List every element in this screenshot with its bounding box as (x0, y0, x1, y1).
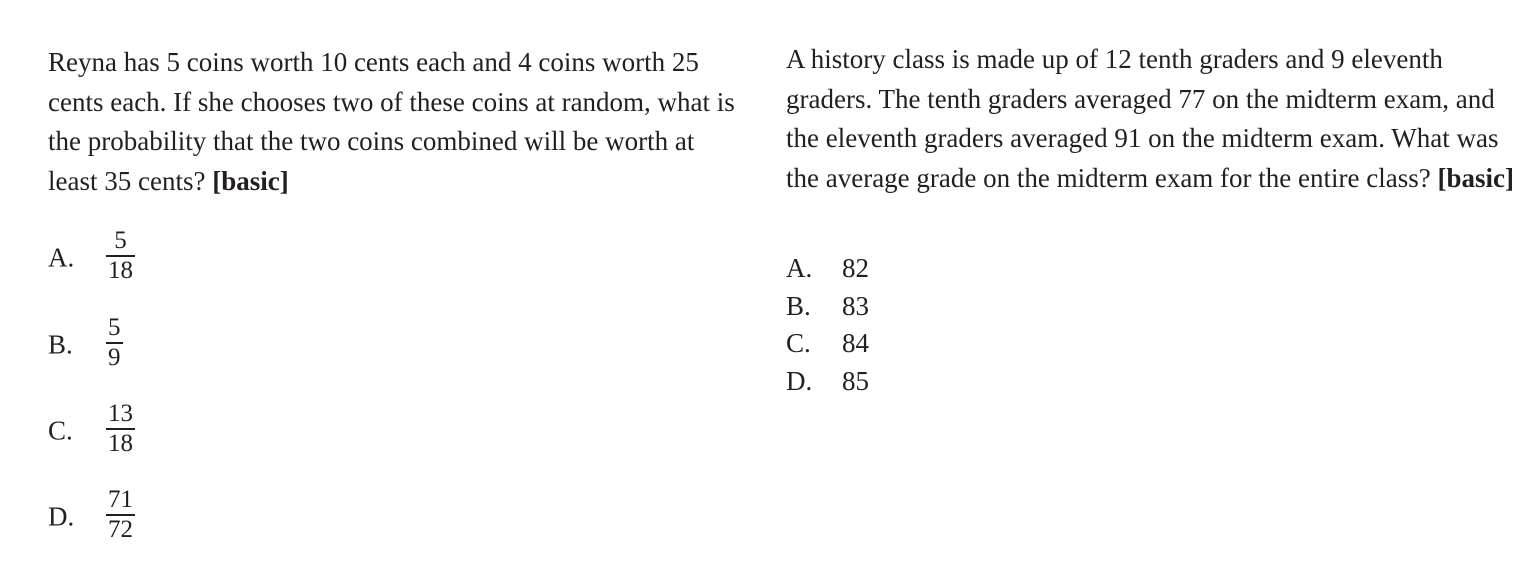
choice-letter: B. (786, 290, 811, 321)
fraction (106, 228, 135, 284)
question-stem-text: Reyna has 5 coins worth 10 cents each and 4 coins worth 25 cents each. If she chooses two of these coins at random, what is the probability that the two coins combined will be worth at least 35 cents? (48, 47, 735, 196)
difficulty-tag: [basic] (212, 165, 289, 196)
question-stem (786, 40, 1516, 198)
question-stem-text: A history class is made up of 12 tenth graders and 9 eleventh graders. The tenth graders averaged 77 on the midterm exam, and the eleventh graders averaged 91 on the midterm exam. What was the average grade on the midterm exam for the entire class? (786, 44, 1499, 193)
choice-letter: A. (786, 253, 813, 283)
answer-choice-a[interactable] (48, 228, 248, 288)
question-stem (48, 43, 748, 201)
fraction-numerator: 5 (108, 314, 121, 341)
fraction-denominator: 72 (108, 516, 133, 543)
answer-choices-list (786, 250, 869, 400)
choice-value: 84 (842, 328, 869, 358)
answer-choice-b[interactable] (48, 315, 248, 375)
fraction-numerator: 71 (108, 486, 133, 513)
choice-letter: A. (48, 242, 75, 273)
choice-value: 83 (842, 290, 869, 321)
answer-choice-a[interactable] (786, 250, 869, 288)
fraction (106, 401, 135, 457)
difficulty-tag: [basic] (1437, 162, 1514, 193)
fraction-numerator: 13 (108, 400, 133, 427)
choice-letter: C. (48, 415, 73, 446)
answer-choice-c[interactable] (48, 401, 248, 461)
answer-choice-d[interactable] (48, 487, 248, 547)
answer-choice-b[interactable] (786, 288, 869, 326)
choice-letter: C. (786, 328, 811, 358)
fraction (106, 487, 135, 543)
fraction-denominator: 9 (108, 344, 121, 371)
choice-value: 82 (842, 253, 869, 283)
choice-letter: D. (786, 365, 813, 396)
question-coins-probability (48, 43, 748, 201)
fraction-denominator: 18 (108, 430, 133, 457)
choice-letter: D. (48, 501, 75, 532)
choice-letter: B. (48, 329, 73, 360)
choice-value: 85 (842, 365, 869, 396)
question-class-average (786, 40, 1516, 198)
fraction (106, 315, 123, 371)
fraction-denominator: 18 (108, 257, 133, 284)
answer-choice-c[interactable] (786, 325, 869, 363)
fraction-numerator: 5 (114, 227, 127, 254)
answer-choice-d[interactable] (786, 363, 869, 401)
